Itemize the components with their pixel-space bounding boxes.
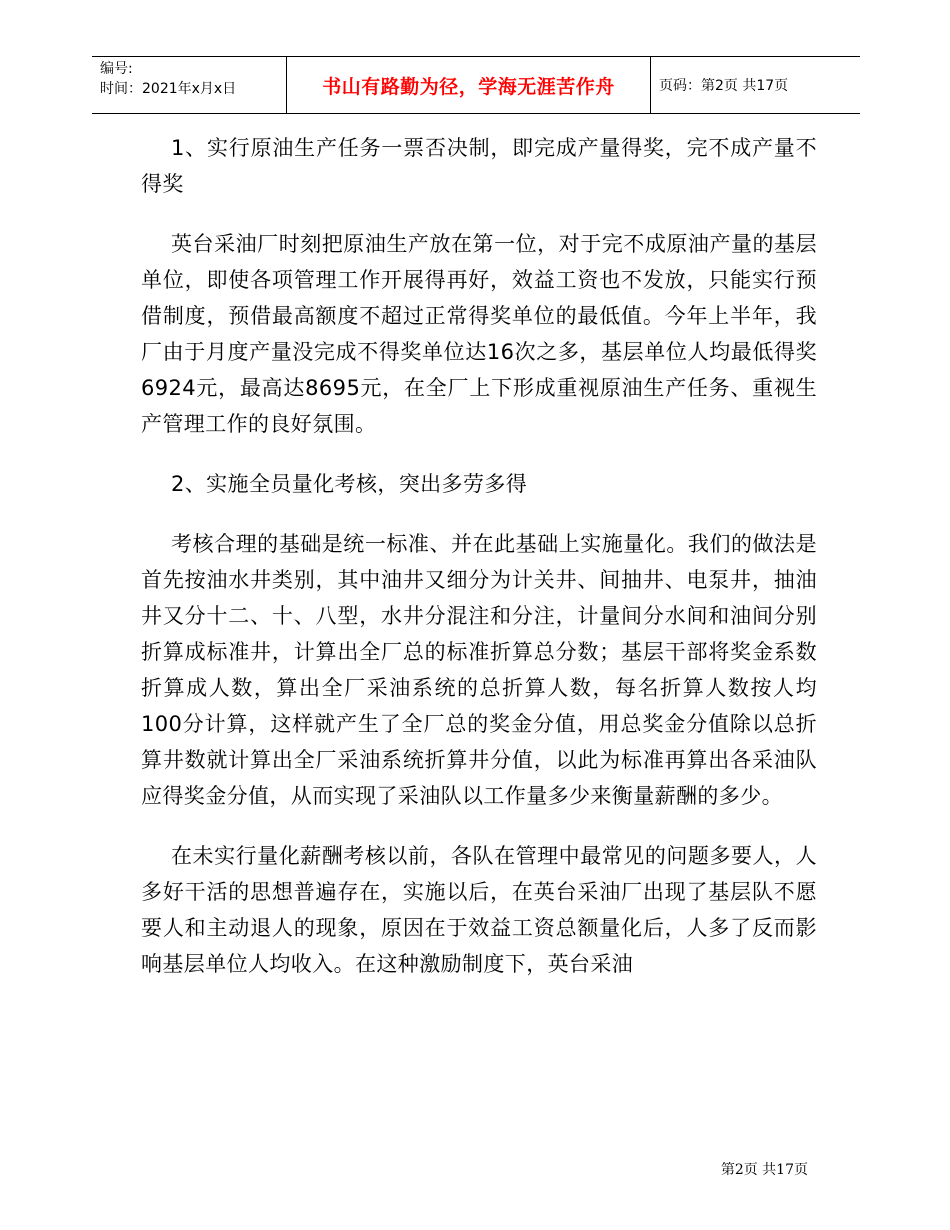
section-heading-2: 2、实施全员量化考核，突出多劳多得 [171, 472, 528, 496]
header-motto: 书山有路勤为径，学海无涯苦作舟 [287, 57, 651, 113]
header-meta [92, 57, 287, 113]
document-body [141, 130, 817, 1006]
paragraph: 在未实行量化薪酬考核以前，各队在管理中最常见的问题多要人，人多好干活的思想普遍存在，实施以后，在英台采油厂出现了基层队不愿要人和主动退人的现象，原因在于效益工资总额量化后，人多了反而影响基层单位人均收入。在这种激励制度下，英台采油 [141, 844, 817, 976]
paragraph: 英台采油厂时刻把原油生产放在第一位，对于完不成原油产量的基层单位，即使各项管理工作开展得再好，效益工资也不发放，只能实行预借制度，预借最高额度不超过正常得奖单位的最低值。今年上半年，我厂由于月度产量没完成不得奖单位达16次之多，基层单位人均最低得奖6924元，最高达8695元，在全厂上下形成重视原油生产任务、重视生产管理工作的良好氛围。 [141, 232, 817, 436]
header-page-info: 页码：第2页 共17页 [659, 78, 789, 94]
section-heading-1: 1、实行原油生产任务一票否决制，即完成产量得奖，完不成产量不得奖 [141, 136, 817, 196]
time-label: 时间：2021年x月x日 [100, 81, 237, 97]
serial-number-label: 编号: [100, 61, 133, 77]
page-footer: 第2页 共17页 [720, 1162, 808, 1178]
page-header [92, 56, 860, 114]
paragraph: 考核合理的基础是统一标准、并在此基础上实施量化。我们的做法是首先按油水井类别，其中油井又细分为计关井、间抽井、电泵井，抽油井又分十二、十、八型，水井分混注和分注，计量间分水间和油间分别折算成标准井，计算出全厂总的标准折算总分数；基层干部将奖金系数折算成人数，算出全厂采油系统的总折算人数，每名折算人数按人均100分计算，这样就产生了全厂总的奖金分值，用总奖金分值除以总折算井数就计算出全厂采油系统折算井分值，以此为标准再算出各采油队应得奖金分值，从而实现了采油队以工作量多少来衡量薪酬的多少。 [141, 532, 817, 808]
